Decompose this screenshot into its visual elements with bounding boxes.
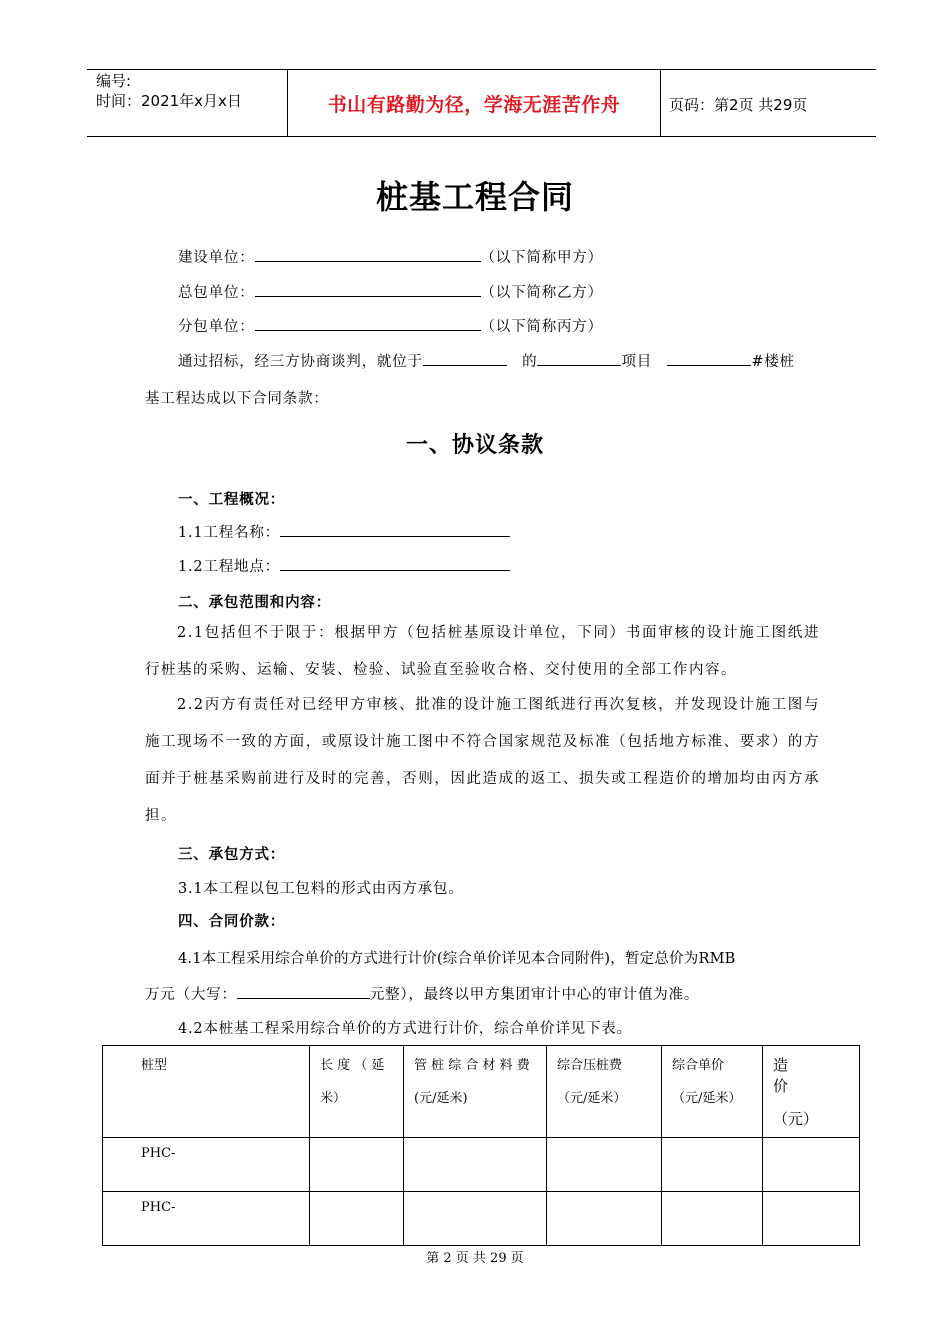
party-sub-suffix: （以下简称丙方） bbox=[480, 319, 603, 335]
header-pressing-l2: （元/延米） bbox=[557, 1091, 627, 1106]
header-material-l1: 管 桩 综 合 材 料 费 bbox=[414, 1058, 530, 1073]
intro-location-blank[interactable] bbox=[423, 350, 507, 366]
intro-text-1: 通过招标，经三方协商谈判，就位于 bbox=[178, 354, 423, 370]
clause-1-1 bbox=[178, 521, 510, 542]
header-unit-price-l2: （元/延米） bbox=[672, 1091, 742, 1106]
header-pile-type-l1: 桩型 bbox=[141, 1058, 168, 1073]
page-footer: 第 2 页 共 29 页 bbox=[426, 1251, 524, 1266]
intro-text-4: #楼桩 bbox=[751, 354, 795, 370]
price-table bbox=[102, 1045, 860, 1246]
clause-2-2: 2.2丙方有责任对已经甲方审核、批准的设计施工图纸进行再次复核，并发现设计施工图与施工现场不一致的方面，或原设计施工图中不符合国家规范及标准（包括地方标准、要求）的方面并于桩基采购前进行及时的完善，否则，因此造成的返工、损失或工程造价的增加均由丙方承担。 bbox=[145, 697, 820, 824]
row1-material[interactable] bbox=[404, 1138, 547, 1192]
clause-heading-3: 三、承包方式： bbox=[178, 846, 286, 863]
row1-unit-price[interactable] bbox=[662, 1138, 763, 1192]
row1-pressing[interactable] bbox=[547, 1138, 662, 1192]
header-pressing-l1: 综合压桩费 bbox=[557, 1058, 623, 1073]
clause-3-1: 3.1本工程以包工包料的形式由丙方承包。 bbox=[178, 881, 464, 897]
row2-pressing[interactable] bbox=[547, 1192, 662, 1246]
header-length-l1: 长 度 （ 延 bbox=[320, 1058, 385, 1073]
intro-line-1 bbox=[178, 350, 795, 371]
clause-heading-2: 二、承包范围和内容： bbox=[178, 594, 331, 611]
page-code: 页码：第2页 共29页 bbox=[669, 96, 808, 114]
clause-4-1-cont-pre: 万元（大写： bbox=[145, 987, 237, 1003]
clause-4-2: 4.2本桩基工程采用综合单价的方式进行计价，综合单价详见下表。 bbox=[178, 1021, 632, 1037]
header-divider-right bbox=[660, 69, 661, 136]
clause-4-1-cont-post: 元整），最终以甲方集团审计中心的审计值为准。 bbox=[369, 987, 700, 1003]
party-sub-label: 分包单位： bbox=[178, 319, 255, 335]
header-cell-pressing bbox=[547, 1046, 662, 1138]
table-row bbox=[103, 1138, 860, 1192]
clause-heading-1: 一、工程概况： bbox=[178, 491, 286, 508]
party-general-blank[interactable] bbox=[255, 281, 481, 297]
header-cell-material bbox=[404, 1046, 547, 1138]
header-length-l2: 米） bbox=[320, 1091, 347, 1106]
clause-heading-4: 四、合同价款： bbox=[178, 913, 286, 930]
clause-1-2-label: 1.2工程地点： bbox=[178, 559, 280, 575]
section-title: 一、协议条款 bbox=[405, 432, 544, 458]
header-top-rule bbox=[87, 69, 876, 70]
row2-cost[interactable] bbox=[763, 1192, 860, 1246]
row1-pile-type[interactable]: PHC- bbox=[103, 1138, 310, 1192]
row1-cost[interactable] bbox=[763, 1138, 860, 1192]
party-owner-label: 建设单位： bbox=[178, 250, 255, 266]
document-title: 桩基工程合同 bbox=[375, 178, 574, 216]
header-bottom-rule bbox=[87, 136, 876, 137]
party-owner-suffix: （以下简称甲方） bbox=[480, 250, 603, 266]
row1-length[interactable] bbox=[310, 1138, 404, 1192]
party-general-suffix: （以下简称乙方） bbox=[480, 285, 603, 301]
row2-material[interactable] bbox=[404, 1192, 547, 1246]
table-row bbox=[103, 1192, 860, 1246]
party-general-label: 总包单位： bbox=[178, 285, 255, 301]
project-location-blank[interactable] bbox=[280, 555, 510, 571]
header-material-l2: (元/延米) bbox=[414, 1091, 468, 1106]
party-sub bbox=[178, 315, 603, 336]
intro-building-blank[interactable] bbox=[667, 350, 751, 366]
clause-4-1-cont bbox=[145, 983, 699, 1004]
intro-project-blank[interactable] bbox=[537, 350, 621, 366]
intro-text-2: 的 bbox=[522, 354, 538, 370]
clause-2-1: 2.1包括但不于限于：根据甲方（包括桩基原设计单位，下同）书面审核的设计施工图纸进行桩基的采购、运输、安装、检验、试验直至验收合格、交付使用的全部工作内容。 bbox=[145, 625, 820, 678]
header-cell-cost bbox=[763, 1046, 860, 1138]
row2-unit-price[interactable] bbox=[662, 1192, 763, 1246]
party-owner bbox=[178, 246, 603, 267]
header-cost-l1: 造 价 bbox=[773, 1056, 849, 1095]
header-cell-length bbox=[310, 1046, 404, 1138]
table-header-row bbox=[103, 1046, 860, 1138]
header-cell-unit-price bbox=[662, 1046, 763, 1138]
amount-in-words-blank[interactable] bbox=[237, 983, 370, 999]
clause-1-2 bbox=[178, 555, 510, 576]
clause-1-1-label: 1.1工程名称： bbox=[178, 525, 280, 541]
doc-number-label: 编号: bbox=[96, 72, 132, 90]
row2-pile-type[interactable]: PHC- bbox=[103, 1192, 310, 1246]
header-cell-pile-type bbox=[103, 1046, 310, 1138]
project-name-blank[interactable] bbox=[280, 521, 510, 537]
intro-line-2: 基工程达成以下合同条款： bbox=[145, 391, 329, 407]
intro-text-3: 项目 bbox=[621, 354, 653, 370]
row2-length[interactable] bbox=[310, 1192, 404, 1246]
party-general bbox=[178, 281, 603, 302]
header-cost-l2: （元） bbox=[773, 1110, 819, 1128]
header-motto: 书山有路勤为径，学海无涯苦作舟 bbox=[327, 94, 621, 116]
clause-4-1: 4.1本工程采用综合单价的方式进行计价(综合单价详见本合同附件)，暂定总价为RMB bbox=[178, 951, 736, 967]
time-label: 时间：2021年x月x日 bbox=[96, 92, 242, 110]
header-unit-price-l1: 综合单价 bbox=[672, 1058, 725, 1073]
party-owner-blank[interactable] bbox=[255, 246, 481, 262]
party-sub-blank[interactable] bbox=[255, 315, 481, 331]
